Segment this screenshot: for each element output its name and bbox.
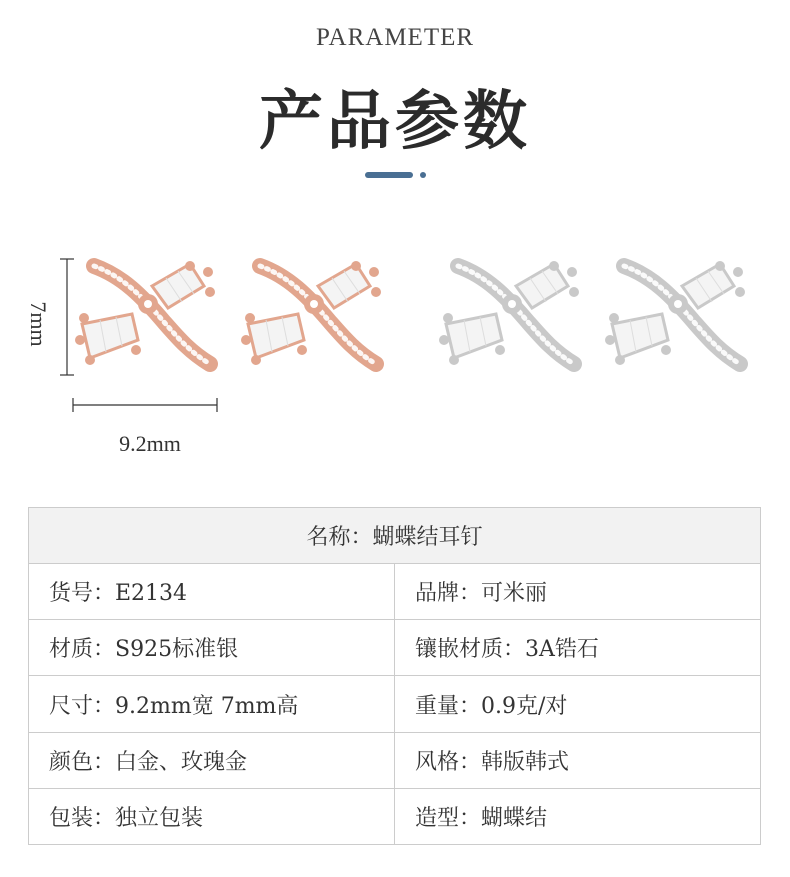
bow-earring-silver: [436, 256, 586, 376]
width-dimension-label: 9.2mm: [119, 431, 181, 456]
bow-earring-rose-gold: [238, 256, 388, 376]
width-dimension-line: [72, 398, 218, 412]
bow-earring-rose-gold: [72, 256, 222, 376]
page-subtitle: PARAMETER: [315, 24, 475, 51]
table-header-row: [29, 508, 761, 564]
table-cell: 包装：独立包装: [29, 788, 395, 844]
table-row: [29, 676, 761, 732]
table-row: [29, 732, 761, 788]
product-name-cell: 名称：蝴蝶结耳钉: [29, 508, 761, 564]
table-row: [29, 564, 761, 620]
table-cell: 造型：蝴蝶结: [395, 788, 761, 844]
bow-earring-silver: [602, 256, 752, 376]
table-cell: 风格：韩版韩式: [395, 732, 761, 788]
page-title: 产品参数: [259, 84, 531, 159]
title-accent-bar: [365, 172, 413, 178]
table-row: [29, 620, 761, 676]
parameter-table: [28, 507, 761, 845]
table-cell: 镶嵌材质：3A锆石: [395, 620, 761, 676]
table-cell: 材质：S925标准银: [29, 620, 395, 676]
table-cell: 货号：E2134: [29, 564, 395, 620]
height-dimension-label: 7mm: [26, 301, 51, 347]
table-cell: 重量：0.9克/对: [395, 676, 761, 732]
table-cell: 品牌：可米丽: [395, 564, 761, 620]
table-cell: 尺寸：9.2mm宽 7mm高: [29, 676, 395, 732]
table-row: [29, 788, 761, 844]
table-cell: 颜色：白金、玫瑰金: [29, 732, 395, 788]
title-accent-dot: [420, 172, 426, 178]
